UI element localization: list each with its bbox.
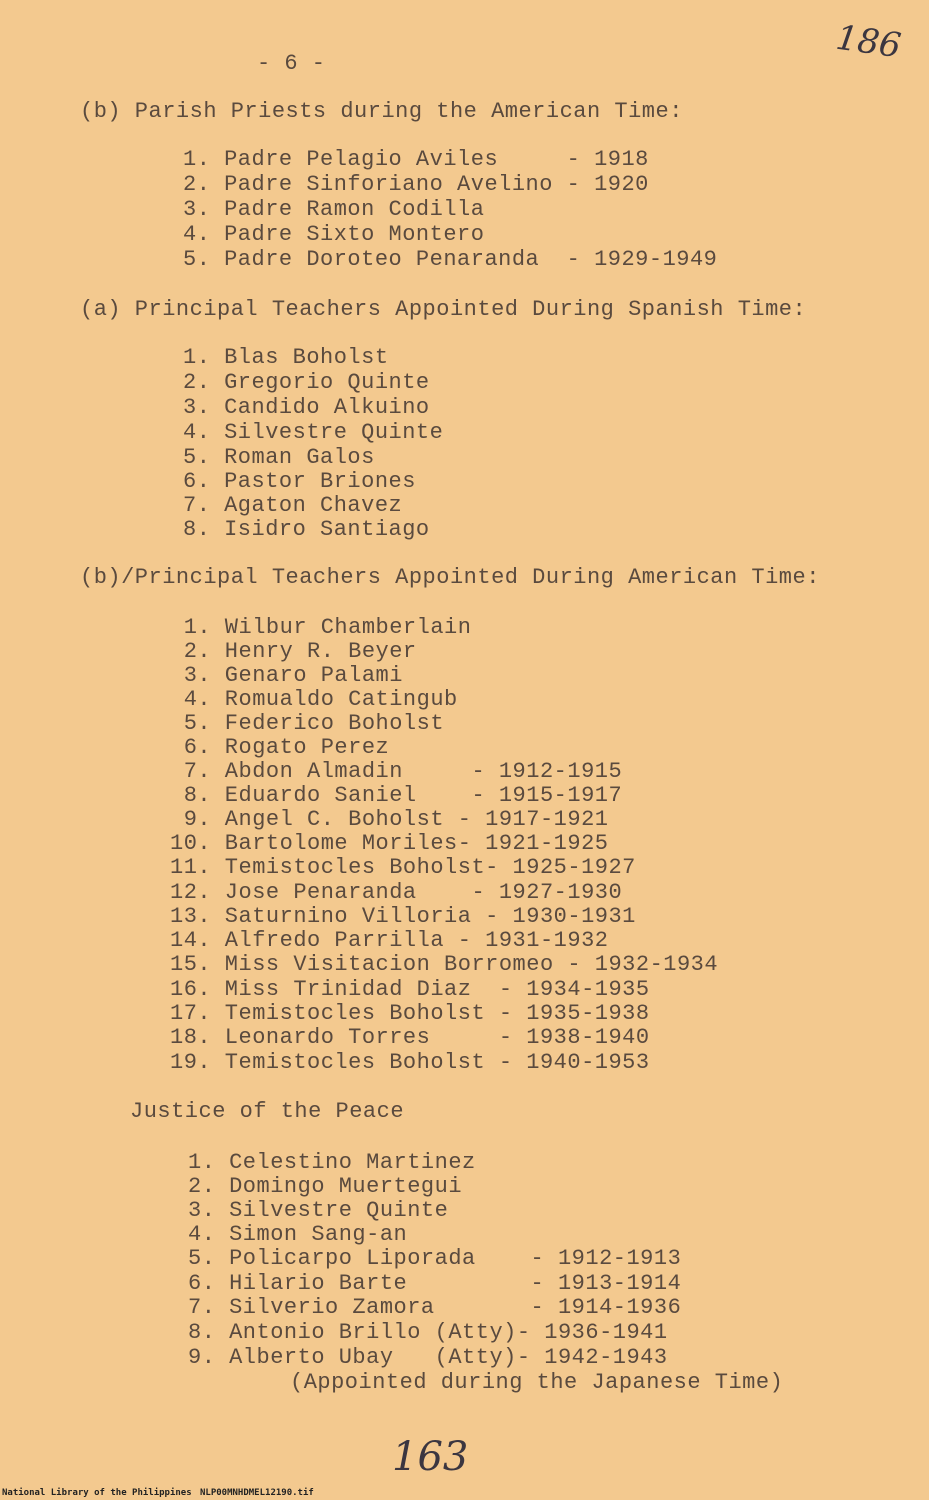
list-item: 2. Padre Sinforiano Avelino - 1920 <box>183 172 649 197</box>
list-item: 1. Wilbur Chamberlain <box>170 615 472 640</box>
list-item: 17. Temistocles Boholst - 1935-1938 <box>170 1001 650 1026</box>
list-item: 16. Miss Trinidad Diaz - 1934-1935 <box>170 977 650 1002</box>
list-item: 1. Blas Boholst <box>183 345 389 370</box>
list-item: 6. Hilario Barte - 1913-1914 <box>188 1271 682 1296</box>
footer-file-name: NLP00MNHDMEL12190.tif <box>200 1488 314 1498</box>
list-item: 4. Simon Sang-an <box>188 1222 408 1247</box>
list-item: 2. Domingo Muertegui <box>188 1174 463 1199</box>
handwritten-page-number: 186 <box>833 17 904 67</box>
list-item: 8. Eduardo Saniel - 1915-1917 <box>170 783 623 808</box>
list-item: 2. Henry R. Beyer <box>170 639 417 664</box>
list-item: 3. Padre Ramon Codilla <box>183 197 485 222</box>
list-item: 19. Temistocles Boholst - 1940-1953 <box>170 1050 650 1075</box>
list-item: 8. Isidro Santiago <box>183 517 430 542</box>
list-item: 4. Padre Sixto Montero <box>183 222 485 247</box>
list-item: 12. Jose Penaranda - 1927-1930 <box>170 880 623 905</box>
section-heading-spanish-teachers: (a) Principal Teachers Appointed During Spanish Time: <box>80 297 807 322</box>
section-heading-american-teachers: (b)/Principal Teachers Appointed During American Time: <box>80 565 820 590</box>
list-item: 7. Silverio Zamora - 1914-1936 <box>188 1295 682 1320</box>
list-item: 5. Policarpo Liporada - 1912-1913 <box>188 1246 682 1271</box>
list-item: 1. Celestino Martinez <box>188 1150 476 1175</box>
list-item: 4. Silvestre Quinte <box>183 420 444 445</box>
list-item: 6. Rogato Perez <box>170 735 390 760</box>
handwritten-bottom-number: 163 <box>392 1434 469 1480</box>
list-item: 14. Alfredo Parrilla - 1931-1932 <box>170 928 609 953</box>
list-item: 4. Romualdo Catingub <box>170 687 458 712</box>
list-item: 5. Padre Doroteo Penaranda - 1929-1949 <box>183 247 718 272</box>
list-item: 15. Miss Visitacion Borromeo - 1932-1934 <box>170 952 719 977</box>
list-item: 3. Silvestre Quinte <box>188 1198 449 1223</box>
list-item: 18. Leonardo Torres - 1938-1940 <box>170 1025 650 1050</box>
list-item: 5. Roman Galos <box>183 445 375 470</box>
list-item: 10. Bartolome Moriles- 1921-1925 <box>170 831 609 856</box>
list-item: 8. Antonio Brillo (Atty)- 1936-1941 <box>188 1320 668 1345</box>
list-item: 6. Pastor Briones <box>183 469 416 494</box>
list-item: 1. Padre Pelagio Aviles - 1918 <box>183 147 649 172</box>
list-item: 9. Alberto Ubay (Atty)- 1942-1943 <box>188 1345 668 1370</box>
list-item: 3. Candido Alkuino <box>183 395 430 420</box>
section-heading-justice-of-peace: Justice of the Peace <box>130 1099 405 1124</box>
list-item: 2. Gregorio Quinte <box>183 370 430 395</box>
section-heading-parish-priests: (b) Parish Priests during the American Time: <box>80 99 683 124</box>
footer-archive-name: National Library of the Philippines <box>2 1488 192 1498</box>
list-note: (Appointed during the Japanese Time) <box>290 1370 784 1395</box>
list-item: 5. Federico Boholst <box>170 711 445 736</box>
list-item: 11. Temistocles Boholst- 1925-1927 <box>170 855 636 880</box>
list-item: 7. Agaton Chavez <box>183 493 403 518</box>
list-item: 3. Genaro Palami <box>170 663 403 688</box>
page-number: - 6 - <box>257 51 326 76</box>
list-item: 13. Saturnino Villoria - 1930-1931 <box>170 904 636 929</box>
list-item: 7. Abdon Almadin - 1912-1915 <box>170 759 623 784</box>
list-item: 9. Angel C. Boholst - 1917-1921 <box>170 807 609 832</box>
